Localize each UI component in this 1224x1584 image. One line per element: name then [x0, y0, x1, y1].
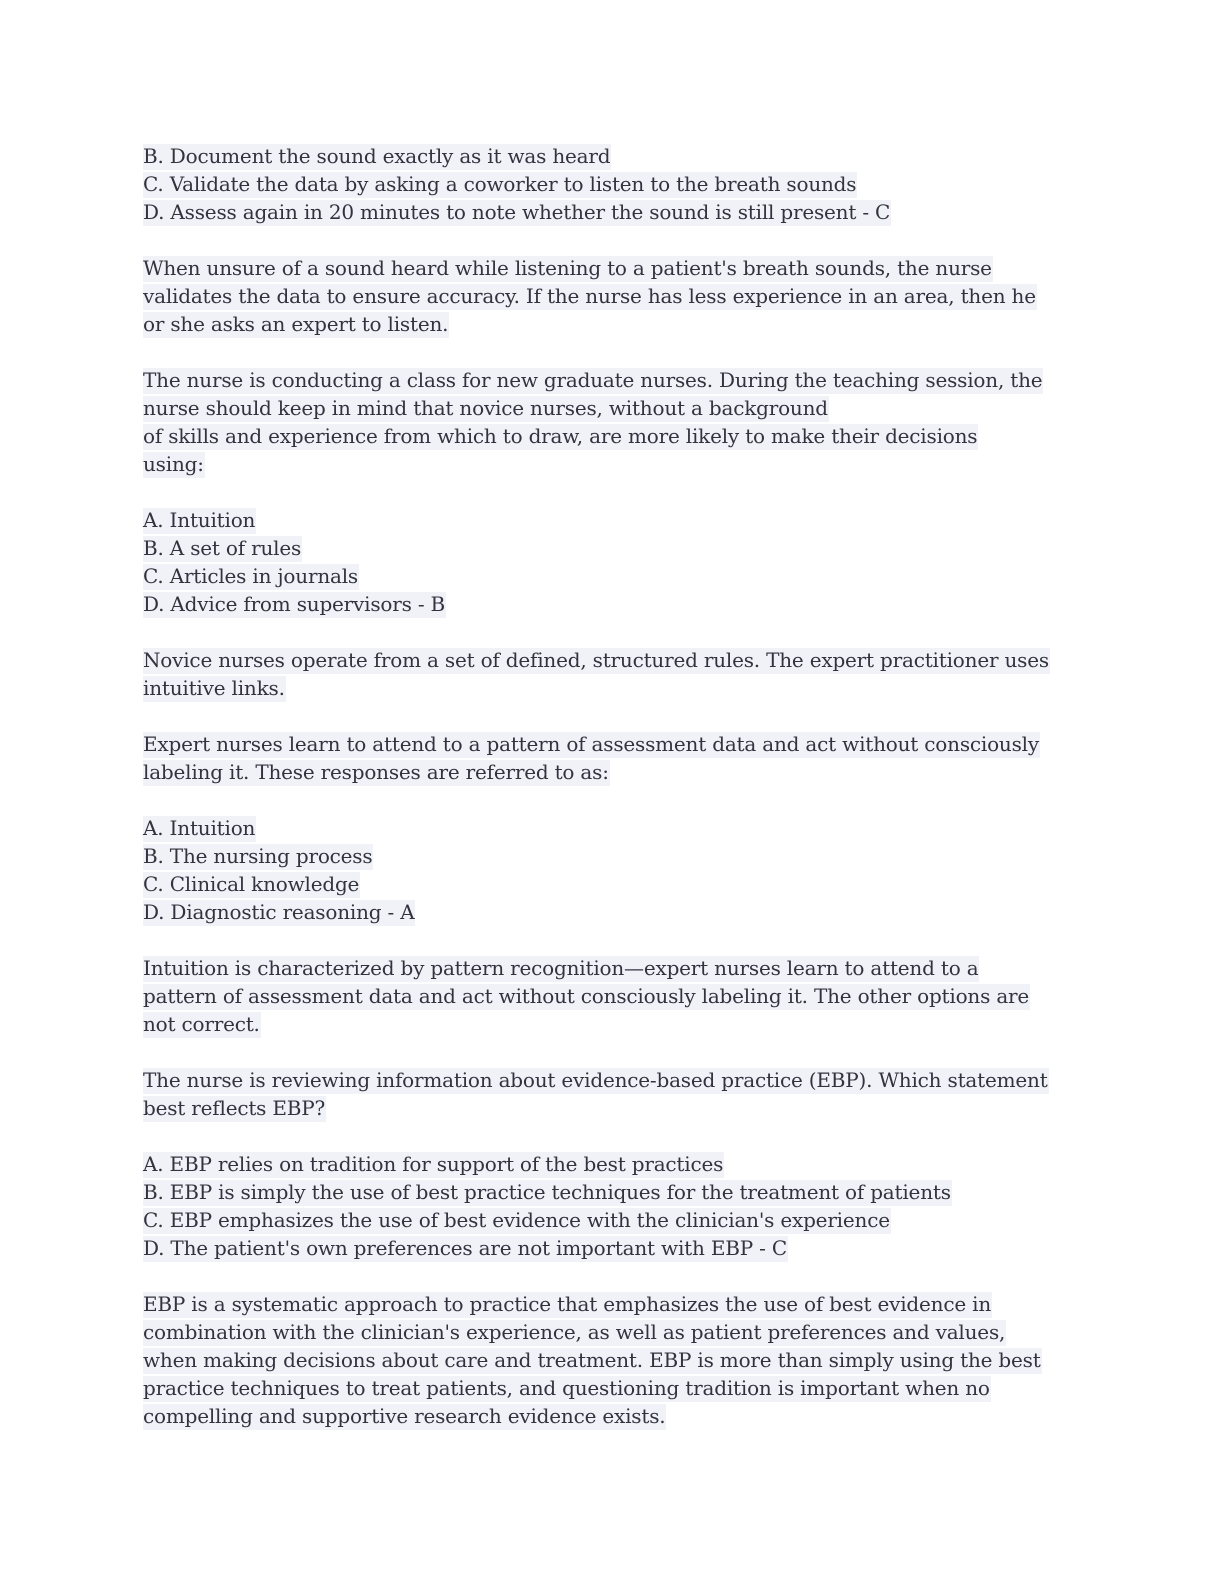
answer-options — [143, 814, 1083, 926]
option-d: D. Diagnostic reasoning - A — [143, 900, 415, 924]
option-b: B. The nursing process — [143, 844, 373, 868]
option-a: A. Intuition — [143, 816, 256, 840]
option-a: A. EBP relies on tradition for support of the best practices — [143, 1152, 724, 1176]
text-line: B. Document the sound exactly as it was heard — [143, 144, 611, 168]
document-page — [143, 142, 1083, 1458]
question-paragraph — [143, 366, 1083, 478]
text-line: validates the data to ensure accuracy. If the nurse has less experience in an area, then he — [143, 284, 1036, 308]
answer-options — [143, 1150, 1083, 1262]
text-line: When unsure of a sound heard while listening to a patient's breath sounds, the nurse — [143, 256, 992, 280]
text-line: pattern of assessment data and act without consciously labeling it. The other options are — [143, 984, 1030, 1008]
text-line: or she asks an expert to listen. — [143, 312, 449, 336]
rationale-paragraph — [143, 1290, 1083, 1430]
text-line: The nurse is conducting a class for new graduate nurses. During the teaching session, the — [143, 368, 1043, 392]
question-paragraph — [143, 730, 1083, 786]
rationale-paragraph — [143, 954, 1083, 1038]
text-line: practice techniques to treat patients, and questioning tradition is important when no — [143, 1376, 990, 1400]
answer-options — [143, 506, 1083, 618]
text-line: Expert nurses learn to attend to a pattern of assessment data and act without consciously — [143, 732, 1039, 756]
option-b: B. A set of rules — [143, 536, 302, 560]
text-line: intuitive links. — [143, 676, 285, 700]
option-b: B. EBP is simply the use of best practice techniques for the treatment of patients — [143, 1180, 951, 1204]
text-line: labeling it. These responses are referred to as: — [143, 760, 609, 784]
option-a: A. Intuition — [143, 508, 256, 532]
text-line: best reflects EBP? — [143, 1096, 326, 1120]
text-line: not correct. — [143, 1012, 260, 1036]
text-line: using: — [143, 452, 204, 476]
text-line: The nurse is reviewing information about evidence-based practice (EBP). Which statement — [143, 1068, 1048, 1092]
option-c: C. Clinical knowledge — [143, 872, 360, 896]
text-line: when making decisions about care and treatment. EBP is more than simply using the best — [143, 1348, 1041, 1372]
option-d: D. The patient's own preferences are not important with EBP - C — [143, 1236, 787, 1260]
rationale-paragraph — [143, 646, 1083, 702]
text-line: of skills and experience from which to draw, are more likely to make their decisions — [143, 424, 978, 448]
text-line: compelling and supportive research evidence exists. — [143, 1404, 666, 1428]
text-line: EBP is a systematic approach to practice that emphasizes the use of best evidence in — [143, 1292, 992, 1316]
option-d: D. Advice from supervisors - B — [143, 592, 446, 616]
text-line: Intuition is characterized by pattern recognition—expert nurses learn to attend to a — [143, 956, 979, 980]
text-line: Novice nurses operate from a set of defined, structured rules. The expert practitioner uses — [143, 648, 1049, 672]
option-c: C. EBP emphasizes the use of best evidence with the clinician's experience — [143, 1208, 890, 1232]
text-line: D. Assess again in 20 minutes to note whether the sound is still present - C — [143, 200, 891, 224]
text-line: nurse should keep in mind that novice nurses, without a background — [143, 396, 828, 420]
option-c: C. Articles in journals — [143, 564, 358, 588]
text-line: combination with the clinician's experience, as well as patient preferences and values, — [143, 1320, 1006, 1344]
rationale-paragraph — [143, 254, 1083, 338]
answer-options-continued — [143, 142, 1083, 226]
text-line: C. Validate the data by asking a coworker to listen to the breath sounds — [143, 172, 857, 196]
question-paragraph — [143, 1066, 1083, 1122]
